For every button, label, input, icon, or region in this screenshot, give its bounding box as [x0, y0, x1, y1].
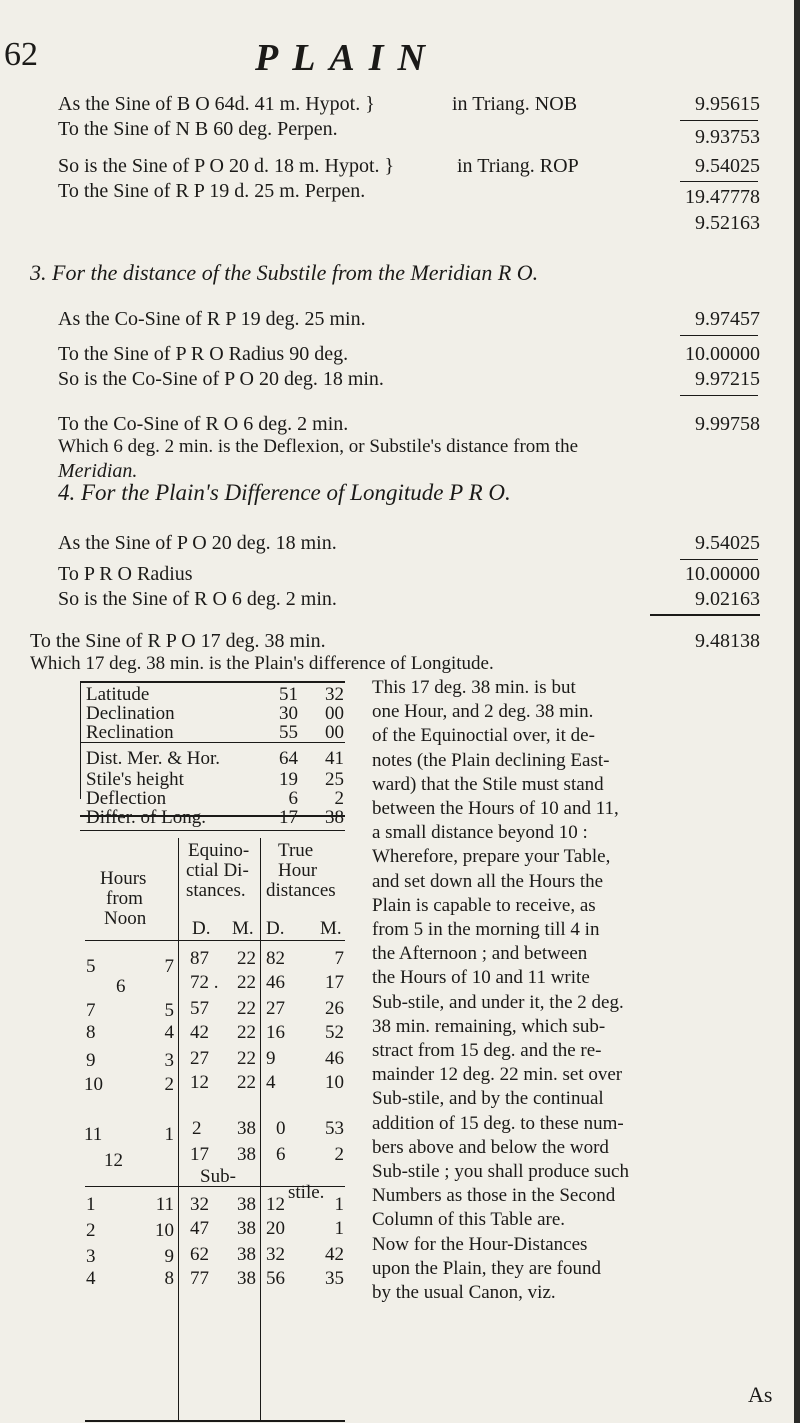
calc-line: To P R O Radius [58, 563, 193, 585]
equinoctial-deg: 62 [190, 1244, 209, 1265]
subheader-deg: D. [192, 918, 211, 939]
table-cell-min: 38 [325, 807, 344, 828]
true-hour-min: 10 [325, 1072, 344, 1093]
equinoctial-deg: 47 [190, 1218, 209, 1239]
true-hour-min: 17 [325, 972, 344, 993]
table-cell-deg: 30 [279, 703, 298, 724]
table-row-label: Latitude [86, 684, 150, 705]
hour-pm: 10 [155, 1220, 174, 1241]
equinoctial-min: 22 [237, 1072, 256, 1093]
equinoctial-min: 22 [237, 1022, 256, 1043]
true-hour-min: 53 [325, 1118, 344, 1139]
column-header: Hour [278, 860, 318, 881]
true-hour-deg: 32 [266, 1244, 285, 1265]
hour-am: 10 [84, 1074, 103, 1095]
calc-line: To the Co-Sine of R O 6 deg. 2 min. [58, 413, 349, 435]
text-line: Sub-stile, and by the continual [372, 1088, 604, 1110]
text-line: 38 min. remaining, which sub- [372, 1015, 606, 1037]
hour-am: 5 [86, 956, 96, 977]
text-line: mainder 12 deg. 22 min. set over [372, 1064, 623, 1086]
table-row-label: Reclination [86, 722, 174, 743]
table-row-label: Dist. Mer. & Hor. [86, 748, 221, 769]
equinoctial-min: 22 [237, 1048, 256, 1069]
true-hour-deg: 6 [276, 1144, 286, 1165]
log-value: 9.95615 [695, 93, 760, 115]
true-hour-deg: 27 [266, 998, 285, 1019]
equinoctial-min: 38 [237, 1144, 256, 1165]
hour-am: 7 [86, 1000, 96, 1021]
hour-am: 9 [86, 1050, 96, 1071]
table-cell-min: 25 [325, 769, 344, 790]
equinoctial-deg: 72 . [190, 972, 219, 993]
hour-pm: 1 [164, 1124, 174, 1145]
hour-am: 1 [86, 1194, 96, 1215]
table-cell-min: 32 [325, 684, 344, 705]
calc-line: So is the Co-Sine of P O 20 deg. 18 min. [58, 368, 384, 390]
table-cell-deg: 51 [279, 684, 298, 705]
text-line: Plain is capable to receive, as [372, 894, 596, 916]
calc-line: As the Sine of P O 20 deg. 18 min. [58, 532, 337, 554]
true-hour-deg: 0 [276, 1118, 286, 1139]
text-line: by the usual Canon, viz. [372, 1282, 556, 1304]
table-row-label: Deflection [86, 788, 167, 809]
calc-line: To the Sine of N B 60 deg. Perpen. [58, 118, 338, 140]
true-hour-min: 26 [325, 998, 344, 1019]
equinoctial-min: 38 [237, 1194, 256, 1215]
true-hour-min: 42 [325, 1244, 344, 1265]
log-value: 9.54025 [695, 155, 760, 177]
hour-am: 3 [86, 1246, 96, 1267]
text-line: the Hours of 10 and 11 write [372, 967, 590, 989]
equinoctial-min: 38 [237, 1268, 256, 1289]
column-header: True [278, 840, 314, 861]
section-heading: 3. For the distance of the Substile from the Meridian R O. [30, 260, 539, 285]
equinoctial-deg: 77 [190, 1268, 209, 1289]
true-hour-deg: 56 [266, 1268, 285, 1289]
column-header: Noon [104, 908, 147, 929]
calc-line: As the Sine of B O 64d. 41 m. Hypot. } [58, 93, 375, 115]
log-value: 9.54025 [695, 532, 760, 554]
calc-line: Which 6 deg. 2 min. is the Deflexion, or Substile's distance from the [58, 436, 579, 457]
table-row-label: Stile's height [86, 769, 184, 790]
equinoctial-deg: 32 [190, 1194, 209, 1215]
log-value: 10.00000 [685, 563, 760, 585]
equinoctial-deg: 27 [190, 1048, 209, 1069]
calc-line: So is the Sine of P O 20 d. 18 m. Hypot. } [58, 155, 395, 177]
text-line: notes (the Plain declining East- [372, 749, 610, 771]
hour-pm: 8 [164, 1268, 174, 1289]
calc-line: Meridian. [58, 460, 138, 482]
calc-line: To the Sine of P R O Radius 90 deg. [58, 343, 349, 365]
hour-pm: 3 [164, 1050, 174, 1071]
true-hour-deg: 4 [266, 1072, 276, 1093]
true-hour-min: 46 [325, 1048, 344, 1069]
equinoctial-deg: 12 [190, 1072, 209, 1093]
column-header: from [106, 888, 143, 909]
text-line: bers above and below the word [372, 1136, 609, 1158]
calc-line: Which 17 deg. 38 min. is the Plain's difference of Longitude. [30, 653, 494, 674]
equinoctial-deg: 87 [190, 948, 209, 969]
table-cell-min: 2 [334, 788, 344, 809]
equinoctial-min: 22 [237, 948, 256, 969]
true-hour-min: 52 [325, 1022, 344, 1043]
calc-line: So is the Sine of R O 6 deg. 2 min. [58, 588, 337, 610]
text-line: Column of this Table are. [372, 1209, 566, 1231]
text-line: Sub-stile ; you shall produce such [372, 1161, 629, 1183]
true-hour-deg: 9 [266, 1048, 276, 1069]
running-head: PLAIN [255, 37, 439, 79]
text-line: from 5 in the morning till 4 in [372, 919, 600, 941]
true-hour-deg: 12 [266, 1194, 285, 1215]
hour-am: 12 [104, 1150, 123, 1171]
hour-pm: 2 [164, 1074, 174, 1095]
log-value: 9.97215 [695, 368, 760, 390]
equinoctial-min: 38 [237, 1118, 256, 1139]
log-value: 9.02163 [695, 588, 760, 610]
text-line: ward) that the Stile must stand [372, 773, 604, 795]
subheader-deg: D. [266, 918, 285, 939]
text-line: and set down all the Hours the [372, 870, 604, 892]
calc-line-suffix: in Triang. ROP [457, 155, 579, 177]
table-row-label: Declination [86, 703, 175, 724]
section-heading: 4. For the Plain's Difference of Longitude P R O. [58, 480, 511, 505]
substile-label: Sub- [200, 1166, 236, 1187]
hour-pm: 7 [164, 956, 174, 977]
true-hour-deg: 82 [266, 948, 285, 969]
equinoctial-deg: 57 [190, 998, 209, 1019]
text-line: of the Equinoctial over, it de- [372, 725, 595, 747]
table-row-label: Differ. of Long. [86, 807, 206, 828]
hour-am: 6 [116, 976, 126, 997]
page-edge [794, 0, 800, 1423]
hour-am: 11 [84, 1124, 103, 1145]
table-cell-deg: 64 [279, 748, 298, 769]
calc-line: To the Sine of R P 19 d. 25 m. Perpen. [58, 180, 366, 202]
log-value: 9.52163 [695, 212, 760, 234]
page-number: 62 [4, 36, 38, 73]
table-cell-min: 41 [325, 748, 344, 769]
true-hour-min: 1 [334, 1218, 344, 1239]
log-value: 9.97457 [695, 308, 760, 330]
hour-pm: 4 [164, 1022, 174, 1043]
log-value: 10.00000 [685, 343, 760, 365]
table-cell-min: 00 [325, 722, 344, 743]
true-hour-min: 2 [334, 1144, 344, 1165]
side-paragraph [372, 676, 764, 1305]
text-line: one Hour, and 2 deg. 38 min. [372, 701, 594, 723]
column-header: Hours [100, 868, 147, 889]
text-line: Wherefore, prepare your Table, [372, 846, 611, 868]
equinoctial-min: 38 [237, 1218, 256, 1239]
table-cell-deg: 17 [279, 807, 298, 828]
hour-am: 2 [86, 1220, 96, 1241]
column-header: Equino- [188, 840, 250, 861]
subheader-min: M. [320, 918, 342, 939]
calc-line: To the Sine of R P O 17 deg. 38 min. [30, 630, 326, 652]
text-line: the Afternoon ; and between [372, 943, 588, 965]
text-line: upon the Plain, they are found [372, 1257, 602, 1279]
log-value: 19.47778 [685, 186, 760, 208]
true-hour-deg: 16 [266, 1022, 285, 1043]
hour-am: 8 [86, 1022, 96, 1043]
true-hour-min: 1 [334, 1194, 344, 1215]
column-header: distances [266, 880, 336, 901]
equinoctial-deg: 42 [190, 1022, 209, 1043]
equinoctial-min: 22 [237, 998, 256, 1019]
calc-line-suffix: in Triang. NOB [452, 93, 578, 115]
catchword: As [748, 1382, 773, 1407]
equinoctial-min: 38 [237, 1244, 256, 1265]
table-cell-deg: 6 [288, 788, 298, 809]
calc-line: As the Co-Sine of R P 19 deg. 25 min. [58, 308, 366, 330]
substile-label: stile. [288, 1182, 325, 1203]
column-header: stances. [186, 880, 246, 901]
table-cell-deg: 19 [279, 769, 298, 790]
table-cell-deg: 55 [279, 722, 298, 743]
text-line: stract from 15 deg. and the re- [372, 1040, 602, 1062]
log-value: 9.99758 [695, 413, 760, 435]
text-line: This 17 deg. 38 min. is but [372, 677, 576, 698]
hour-pm: 5 [164, 1000, 174, 1021]
subheader-min: M. [232, 918, 254, 939]
true-hour-deg: 20 [266, 1218, 285, 1239]
equinoctial-deg: 17 [190, 1144, 209, 1165]
true-hour-deg: 46 [266, 972, 285, 993]
hour-am: 4 [86, 1268, 96, 1289]
log-value: 9.93753 [695, 126, 760, 148]
hour-pm: 11 [155, 1194, 174, 1215]
true-hour-min: 7 [334, 948, 344, 969]
table-cell-min: 00 [325, 703, 344, 724]
text-line: Sub-stile, and under it, the 2 deg. [372, 991, 624, 1013]
text-line: Numbers as those in the Second [372, 1185, 616, 1207]
log-value: 9.48138 [695, 630, 760, 652]
text-line: addition of 15 deg. to these num- [372, 1112, 624, 1134]
true-hour-min: 35 [325, 1268, 344, 1289]
text-line: Now for the Hour-Distances [372, 1233, 588, 1255]
column-header: ctial Di- [186, 860, 249, 881]
equinoctial-min: 22 [237, 972, 256, 993]
equinoctial-deg: 2 [192, 1118, 202, 1139]
text-line: a small distance beyond 10 : [372, 822, 588, 844]
text-line: between the Hours of 10 and 11, [372, 798, 619, 820]
hour-pm: 9 [164, 1246, 174, 1267]
